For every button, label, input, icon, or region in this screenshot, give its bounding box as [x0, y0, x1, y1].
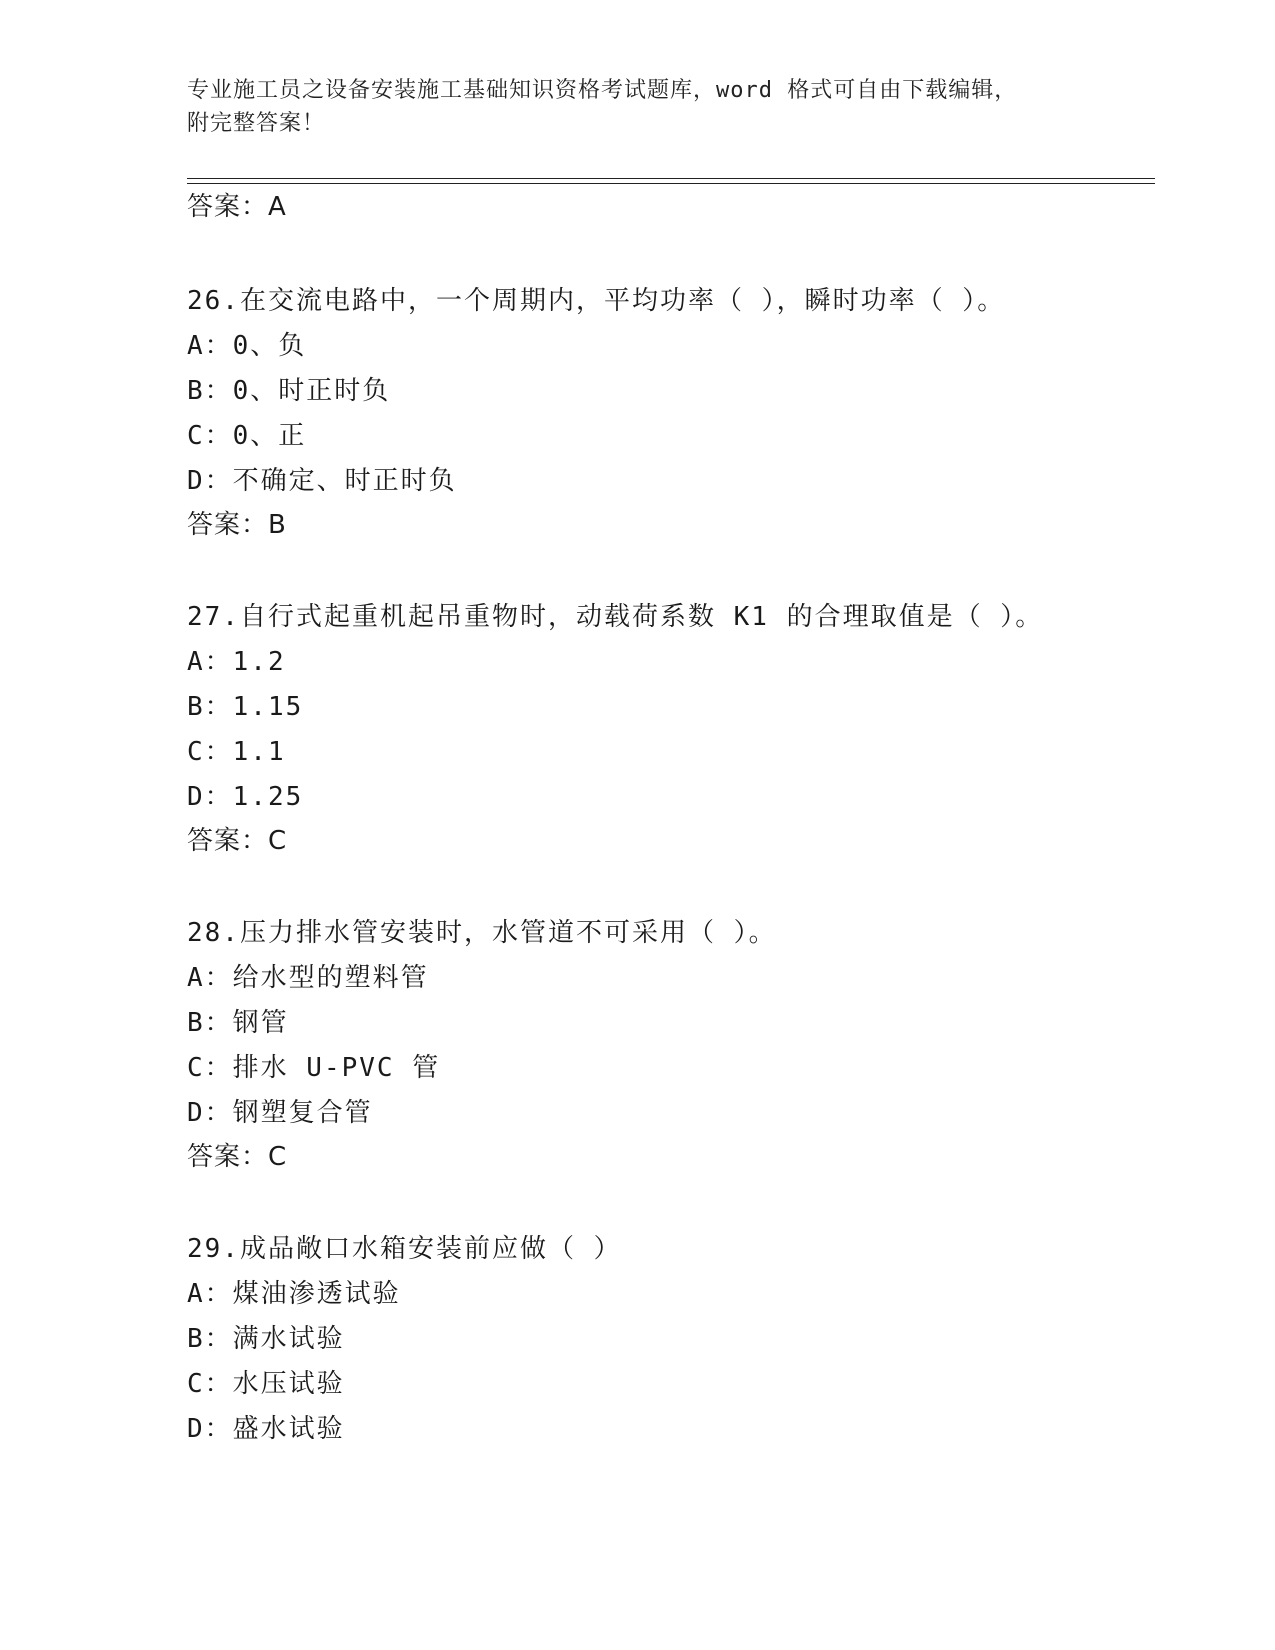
question-28-option-a: A：给水型的塑料管 — [187, 963, 429, 993]
question-28-option-d: D：钢塑复合管 — [187, 1098, 373, 1128]
question-27-option-d: D：1.25 — [187, 782, 304, 812]
question-26-option-d: D：不确定、时正时负 — [187, 466, 457, 496]
question-29-option-c: C：水压试验 — [187, 1369, 345, 1399]
question-27-option-a: A：1.2 — [187, 647, 286, 677]
question-26-option-c: C：0、正 — [187, 421, 307, 451]
question-26-option-a: A：0、负 — [187, 331, 307, 361]
question-26-stem: 26.在交流电路中，一个周期内，平均功率（ ），瞬时功率（ ）。 — [187, 286, 1006, 316]
answer-q28: 答案：C — [187, 1142, 288, 1172]
answer-q25: 答案：A — [187, 192, 287, 222]
header-divider-top — [187, 178, 1155, 179]
question-29-option-a: A：煤油渗透试验 — [187, 1279, 401, 1309]
question-28-stem: 28.压力排水管安装时，水管道不可采用（ ）。 — [187, 918, 777, 948]
question-27-option-c: C：1.1 — [187, 737, 286, 767]
document-header — [187, 74, 1087, 140]
question-29-option-b: B：满水试验 — [187, 1324, 345, 1354]
header-line-2: 附完整答案！ — [187, 111, 326, 136]
header-divider-bottom — [187, 183, 1155, 184]
answer-q27: 答案：C — [187, 826, 288, 856]
answer-q26: 答案：B — [187, 510, 287, 540]
question-27-stem: 27.自行式起重机起吊重物时，动载荷系数 K1 的合理取值是（ ）。 — [187, 602, 1044, 632]
question-27-option-b: B：1.15 — [187, 692, 304, 722]
question-28-option-b: B：钢管 — [187, 1008, 289, 1038]
question-26-option-b: B：0、时正时负 — [187, 376, 391, 406]
question-28-option-c: C：排水 U-PVC 管 — [187, 1053, 441, 1083]
question-29-option-d: D：盛水试验 — [187, 1414, 345, 1444]
header-line-1: 专业施工员之设备安装施工基础知识资格考试题库，word 格式可自由下载编辑， — [187, 78, 1018, 103]
question-29-stem: 29.成品敞口水箱安装前应做（ ） — [187, 1234, 622, 1264]
